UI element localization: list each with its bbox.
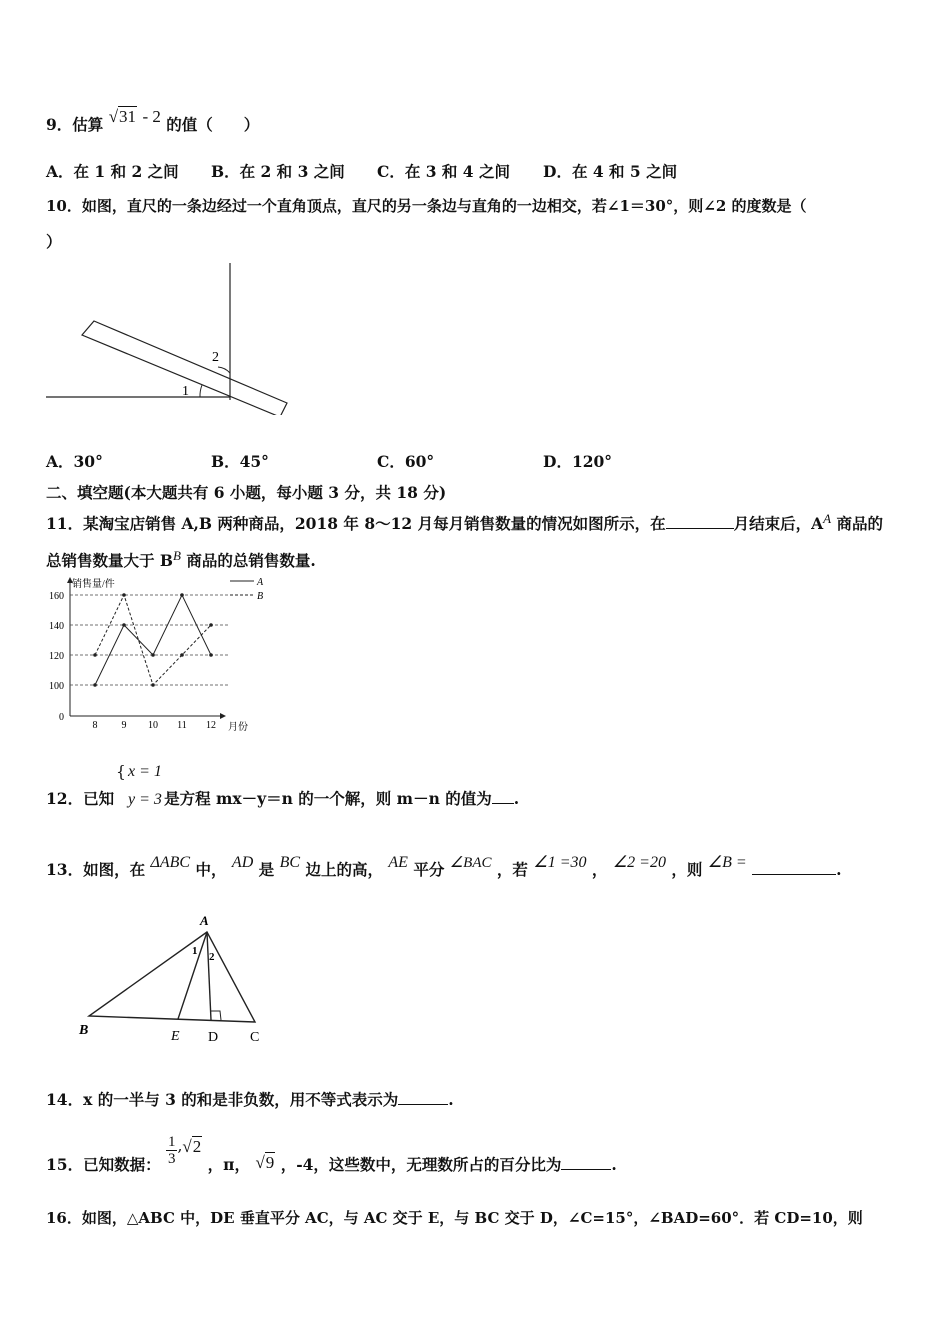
chart-point-B <box>122 593 126 597</box>
chart-series-A <box>95 595 211 685</box>
label-a: A <box>200 913 209 928</box>
sqrt-2: √2 <box>182 1136 202 1156</box>
label-c: C <box>250 1030 260 1045</box>
chart-point-B <box>93 653 97 657</box>
chart-point-B <box>180 653 184 657</box>
chart-y-axis-label: 销售量/件 <box>72 579 115 590</box>
q11-stem-line1: 11．某淘宝店销售 A,B 两种商品，2018 年 8～12 月每月销售数量的情况如图所示，在 月结束后，$A^A$ 商品的 <box>46 511 883 534</box>
angle-1-label: 1 <box>182 384 189 399</box>
q10-option-d: D．120° <box>543 452 613 471</box>
q16-stem: 16．如图，△ABC 中，DE 垂直平分 AC，与 AC 交于 E，与 BC 交于 D，∠C=15°，∠BAD=60°．若 CD=10，则 <box>46 1209 863 1227</box>
q12-answer-blank[interactable] <box>492 789 514 804</box>
chart-x-tick-label: 9 <box>121 720 127 731</box>
q12-eq2: y = 3 <box>128 791 162 808</box>
chart-x-tick-label: 10 <box>148 720 158 731</box>
q11-sales-chart <box>40 575 280 740</box>
chart-x-tick-label: 8 <box>92 720 98 731</box>
q12-stem: 12．已知 是方程 mx－y＝n 的一个解，则 m－n 的值为 . <box>46 789 520 808</box>
chart-series-B <box>95 595 211 685</box>
q9-option-b: B．在 2 和 3 之间 <box>211 162 345 181</box>
q15-stem: 15．已知数据： $\frac{1}{3}$ ,√2 ，π， √9 ，-4，这些数中，无理数所占的百分比为 . <box>46 1134 617 1174</box>
q10-option-a: A．30° <box>46 452 103 471</box>
chart-point-A <box>151 653 155 657</box>
label-e: E <box>171 1029 180 1044</box>
ruler-shape <box>82 321 287 415</box>
chart-legend-label-A: A <box>257 577 264 588</box>
chart-point-A <box>122 623 126 627</box>
sqrt-9: √9 <box>255 1152 275 1172</box>
q10-option-c: C．60° <box>377 452 435 471</box>
chart-y-tick-label: 120 <box>49 651 64 662</box>
chart-x-tick-label: 12 <box>206 720 216 731</box>
segment-ad <box>207 932 211 1020</box>
chart-point-A <box>209 653 213 657</box>
sqrt-expression: √31 <box>108 107 137 126</box>
chart-y-tick-label: 0 <box>59 712 64 723</box>
chart-legend-label-B: B <box>257 591 264 602</box>
chart-y-tick-label: 160 <box>49 591 64 602</box>
triangle-abc <box>89 932 255 1022</box>
chart-y-tick-label: 100 <box>49 681 64 692</box>
angle-2-label: 2 <box>212 350 219 365</box>
q10-option-b: B．45° <box>211 452 269 471</box>
chart-x-axis-label: 月份 <box>228 722 248 733</box>
q9-option-d: D．在 4 和 5 之间 <box>543 162 678 181</box>
chart-point-A <box>180 593 184 597</box>
q10-stem-line1: 10．如图，直尺的一条边经过一个直角顶点，直尺的另一条边与直角的一边相交，若∠1＝30°，则∠2 的度数是（ <box>46 197 807 215</box>
section-heading: 二、填空题(本大题共有 6 小题，每小题 3 分，共 18 分) <box>46 483 447 502</box>
chart-point-B <box>151 683 155 687</box>
q13-stem: 13．如图，在 ΔABC 中， AD 是 BC 边上的高， AE 平分 ∠BAC ，若 ∠1 =30 ， ∠2 =20 ，则 ∠B = . <box>46 854 842 879</box>
q13-answer-blank[interactable] <box>752 860 836 875</box>
q11-answer-blank[interactable] <box>666 514 734 529</box>
q15-answer-blank[interactable] <box>561 1155 611 1170</box>
q9-stem: 9．估算 √31 - 2 的值（ ） <box>46 107 260 134</box>
chart-x-arrow <box>220 713 226 719</box>
q13-triangle-figure <box>75 910 275 1050</box>
angle-1-arc <box>200 385 202 397</box>
q10-figure <box>40 255 300 415</box>
chart-point-A <box>93 683 97 687</box>
label-angle-2: 2 <box>209 951 215 963</box>
q12-eq1: x = 1 <box>128 763 162 780</box>
chart-point-B <box>209 623 213 627</box>
angle-2-arc <box>218 367 230 373</box>
q14-answer-blank[interactable] <box>398 1090 448 1105</box>
label-b: B <box>79 1023 89 1038</box>
chart-y-tick-label: 140 <box>49 621 64 632</box>
label-d: D <box>208 1030 219 1045</box>
q10-stem-line2: ） <box>46 232 62 251</box>
fraction-one-third: $\frac{1}{3}$ <box>167 1134 176 1167</box>
right-angle-mark <box>211 1011 221 1020</box>
label-angle-1: 1 <box>192 945 198 957</box>
q14-stem: 14．x 的一半与 3 的和是非负数，用不等式表示为 . <box>46 1090 454 1109</box>
q9-option-a: A．在 1 和 2 之间 <box>46 162 179 181</box>
chart-x-tick-label: 11 <box>177 720 187 731</box>
q11-stem-line2: 总销售数量大于 $B^B$ 商品的总销售数量. <box>46 548 316 571</box>
q9-option-c: C．在 3 和 4 之间 <box>377 162 510 181</box>
